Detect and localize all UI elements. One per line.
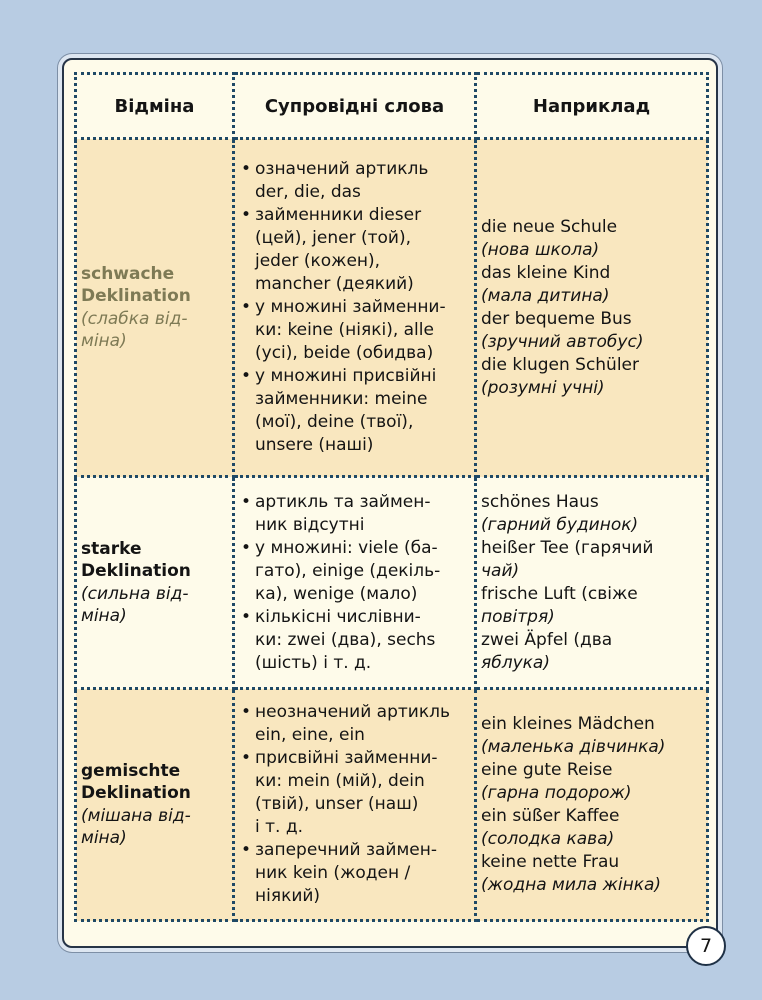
type-ukrainian: міна) xyxy=(81,828,127,848)
table-row-mixed xyxy=(76,689,708,921)
type-german: starke xyxy=(81,538,142,559)
example-translation: (маленька дівчинка) xyxy=(481,736,666,757)
header-companion-words: Супровідні слова xyxy=(234,74,476,139)
declension-type-cell xyxy=(76,477,234,689)
type-ukrainian: міна) xyxy=(81,331,127,351)
example-line: der bequeme Bus xyxy=(481,308,632,329)
examples-cell xyxy=(476,477,708,689)
table-header-row xyxy=(76,74,708,139)
companion-words-list xyxy=(235,158,474,457)
example-translation: повітря) xyxy=(481,606,555,627)
header-declension: Відміна xyxy=(76,74,234,139)
list-item: • у множині: viele (ба- гато), einige (декіль- ка), wenige (мало) xyxy=(245,537,468,606)
example-translation: (жодна мила жінка) xyxy=(481,874,662,895)
example-line: das kleine Kind xyxy=(481,262,611,283)
example-line: die klugen Schüler xyxy=(481,354,640,375)
example-line: keine nette Frau xyxy=(481,851,620,872)
type-german: Deklination xyxy=(81,286,191,306)
type-ukrainian: (сильна від- xyxy=(81,583,189,604)
list-item: • у множині займенни- ки: keine (ніякі), alle (усі), beide (обидва) xyxy=(245,296,468,365)
example-line: eine gute Reise xyxy=(481,759,613,780)
declension-table-frame xyxy=(62,58,718,948)
example-translation: (зручний автобус) xyxy=(481,331,644,352)
list-item: • означений артикль der, die, das xyxy=(245,158,468,204)
declension-type-cell xyxy=(76,689,234,921)
example-line: ein kleines Mädchen xyxy=(481,713,655,734)
companion-words-cell xyxy=(234,139,476,477)
type-german: schwache xyxy=(81,263,175,284)
table-row-weak xyxy=(76,139,708,477)
list-item: • неозначений артикль ein, eine, ein xyxy=(245,701,468,747)
declension-table xyxy=(74,72,709,922)
type-ukrainian: (слабка від- xyxy=(81,308,188,329)
type-german: Deklination xyxy=(81,783,191,803)
type-german: gemischte xyxy=(81,760,181,781)
list-item: • займенники dieser (цей), jener (той), jeder (кожен), mancher (деякий) xyxy=(245,204,468,296)
example-translation: (гарний будинок) xyxy=(481,514,639,535)
example-line: heißer Tee (гарячий xyxy=(481,537,654,558)
example-translation: (солодка кава) xyxy=(481,828,615,849)
companion-words-cell xyxy=(234,689,476,921)
companion-words-cell xyxy=(234,477,476,689)
example-translation: (мала дитина) xyxy=(481,285,610,306)
example-translation: (нова школа) xyxy=(481,239,600,260)
declension-type-cell xyxy=(76,139,234,477)
examples-cell xyxy=(476,139,708,477)
header-example: Наприклад xyxy=(476,74,708,139)
type-german: Deklination xyxy=(81,561,191,581)
list-item: • присвійні займенни- ки: mein (мій), dein (твій), unser (наш) і т. д. xyxy=(245,747,468,839)
example-line: frische Luft (свіже xyxy=(481,583,638,604)
list-item: • артикль та займен- ник відсутні xyxy=(245,491,468,537)
example-translation: (розумні учні) xyxy=(481,377,605,398)
example-line: die neue Schule xyxy=(481,216,618,237)
type-ukrainian: (мішана від- xyxy=(81,805,191,826)
table-row-strong xyxy=(76,477,708,689)
list-item: • кількісні числівни- ки: zwei (два), sechs (шість) і т. д. xyxy=(245,606,468,675)
list-item: • у множині присвійні займенники: meine (мої), deine (твої), unsere (наші) xyxy=(245,365,468,457)
example-translation: (гарна подорож) xyxy=(481,782,632,803)
companion-words-list xyxy=(235,491,474,675)
list-item: • заперечний займен- ник kein (жоден / ніякий) xyxy=(245,839,468,908)
example-line: ein süßer Kaffee xyxy=(481,805,620,826)
example-line: schönes Haus xyxy=(481,491,599,512)
example-translation: чай) xyxy=(481,560,520,581)
examples-cell xyxy=(476,689,708,921)
example-translation: яблука) xyxy=(481,652,550,673)
page-number: 7 xyxy=(686,926,726,966)
companion-words-list xyxy=(235,701,474,908)
type-ukrainian: міна) xyxy=(81,606,127,626)
example-line: zwei Äpfel (два xyxy=(481,629,613,650)
